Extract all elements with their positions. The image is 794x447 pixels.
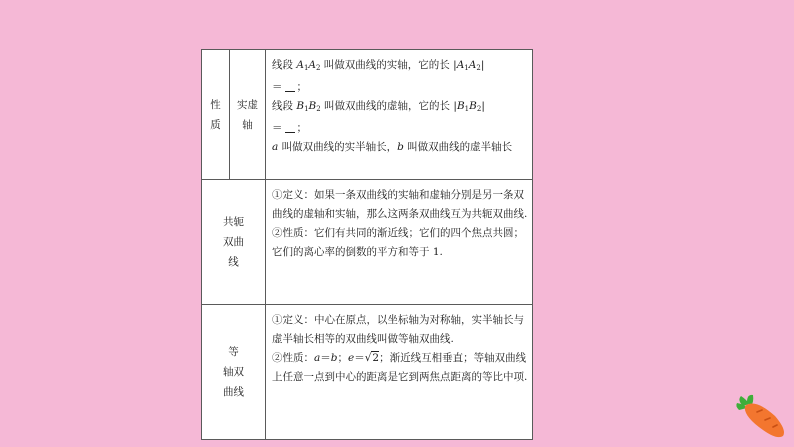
row-sublabel-axes [230,50,266,180]
properties-table [201,49,533,440]
carrot-icon [735,394,787,440]
answer-blank[interactable] [285,120,295,133]
imaginary-axis-line: 线段 $B_1B_2$ 叫做双曲线的虚轴，它的长 $|B_1B_2|$ ＝ ； [272,100,485,134]
semi-axis-line: a 叫做双曲线的实半轴长，b 叫做双曲线的虚半轴长 [272,141,513,153]
axes-content [266,50,533,180]
answer-blank[interactable] [285,79,295,92]
equilateral-content [266,305,533,440]
equilateral-definition: ①定义：中心在原点，以坐标轴为对称轴，实半轴长与虚半轴长相等的双曲线叫做等轴双曲线. [272,314,524,345]
row-label-properties [202,50,230,180]
label-char: 质 [210,118,221,131]
label-char: 轴 [242,118,253,131]
conjugate-content [266,180,533,305]
equilateral-property: ②性质：a＝b；e＝√2；渐近线互相垂直；等轴双曲线上任意一点到中心的距离是它到两焦点距离的等比中项. [272,352,528,383]
label-char: 性 [210,98,221,111]
real-axis-line: 线段 $A_1A_2$ 叫做双曲线的实轴，它的长 $|A_1A_2|$ ＝ ； [272,59,485,93]
conjugate-property: ②性质：它们有共同的渐近线；它们的四个焦点共圆；它们的离心率的倒数的平方和等于 1. [272,227,524,258]
table-row [202,180,533,305]
label-char: 实虚 [237,98,258,111]
row-label-conjugate: 共轭 双曲 线 [202,180,266,305]
conjugate-definition: ①定义：如果一条双曲线的实轴和虚轴分别是另一条双曲线的虚轴和实轴，那么这两条双曲线互为共轭双曲线. [272,189,528,220]
table-row [202,50,533,180]
row-label-equilateral: 等 轴双 曲线 [202,305,266,440]
table-row [202,305,533,440]
